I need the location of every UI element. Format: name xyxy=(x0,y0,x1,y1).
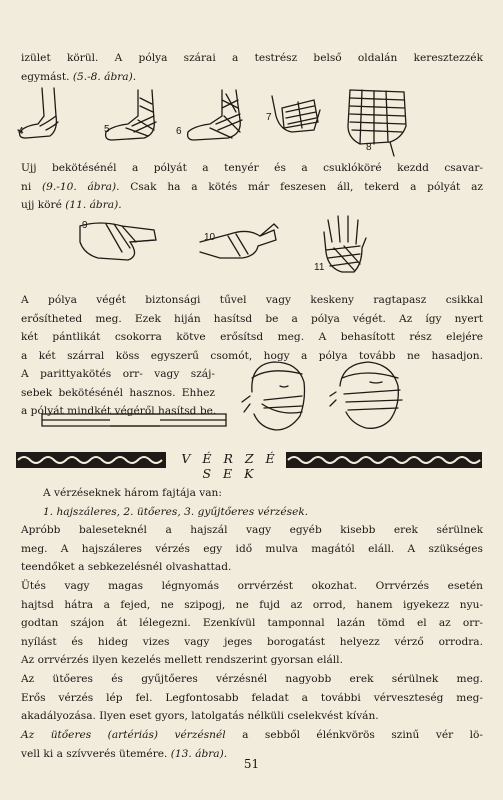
illustration-foot-5 xyxy=(106,90,156,140)
text-line: erősítheted meg. Ezek hiján hasítsd be a pólya végét. Az így nyert xyxy=(21,312,483,325)
text-line: Ujj bekötésénél a pólyát a tenyér és a csuklóköré kezdd csavar- xyxy=(21,162,483,174)
figure-label: 5 xyxy=(104,124,110,135)
illustration-leg-8 xyxy=(348,90,406,156)
section-heading xyxy=(14,449,484,481)
text-line: Az ütőeres és gyűjtőeres vérzésnél nagyobb erek sérülnek meg. xyxy=(21,673,483,685)
figure-head-sling-bandage xyxy=(240,356,410,434)
figure-label: 11 xyxy=(314,262,325,273)
paragraph-nosebleed xyxy=(21,577,483,670)
paragraph-knee-bandage xyxy=(21,49,483,86)
illustration-hand-9 xyxy=(80,223,156,260)
text-line: Apróbb baleseteknél a hajszál vagy egyéb kisebb erek sérülnek xyxy=(21,524,483,536)
figure-reference: (11. ábra). xyxy=(65,199,122,212)
text-line: ujj köré (11. ábra). xyxy=(21,199,122,212)
text-line: nyílást és hideg vizes vagy jeges borogatást helyezz vérző orrodra. xyxy=(21,635,483,648)
figure-label: 6 xyxy=(176,126,182,137)
text-line: meg. A hajszáleres vérzés egy idő mulva magától eláll. A szükséges xyxy=(21,542,483,555)
text-line: hajtsd hátra a fejed, ne szipogj, ne fujd az orrod, hanem igyekezz nyu- xyxy=(21,598,483,611)
text-line: Az ütőeres (artériás) vérzésnél a sebből élénkvörös szinű vér lö- xyxy=(21,729,483,741)
section-title: V É R Z É S E K xyxy=(181,451,279,481)
ornament-right xyxy=(286,452,482,468)
page-number: 51 xyxy=(243,757,260,771)
illustration-hand-11 xyxy=(324,216,366,272)
text-line: sebek bekötésénél hasznos. Ehhez xyxy=(21,386,215,399)
paragraph-capillary-bleeding xyxy=(21,521,483,577)
illustration-knee-7 xyxy=(272,96,320,132)
text-line: Az orrvérzés ilyen kezelés mellett rendszerint gyorsan eláll. xyxy=(21,654,343,667)
text-line: izület körül. A pólya szárai a testrész belső oldalán keresztezzék xyxy=(21,52,483,64)
ornament-left xyxy=(16,452,166,468)
figure-reference: (5.-8. ábra). xyxy=(72,70,137,83)
illustration-foot-4 xyxy=(18,88,58,138)
illustration-head-profile xyxy=(330,362,402,428)
figure-label: 10 xyxy=(204,232,216,243)
figure-hand-bandaging-9-11 xyxy=(70,212,410,282)
figure-label: 9 xyxy=(82,220,88,231)
text-line: a két szárral köss egyszerű csomót, hogy a pólya tovább ne hasadjon. xyxy=(21,349,483,362)
text-line: 1. hajszáleres, 2. ütőeres, 3. gyűjtőeres vérzések. xyxy=(43,505,309,518)
paragraph-securing-bandage xyxy=(21,291,483,365)
text-line: Erős vérzés lép fel. Legfontosabb feladat a további vérveszteség meg- xyxy=(21,691,483,704)
text-line: vell ki a szívverés ütemére. (13. ábra). xyxy=(21,747,228,760)
figure-foot-bandaging-4-8 xyxy=(14,86,484,161)
figure-label: 8 xyxy=(366,142,372,153)
figure-label: 7 xyxy=(266,112,272,123)
text-line: godtan szájon át lélegezni. Ezenkívül tamponnal lazán tömd el az orr- xyxy=(21,617,483,630)
paragraph-finger-bandage xyxy=(21,159,483,215)
figure-reference: (9.-10. ábra). xyxy=(42,180,120,193)
text-line: egymást. (5.-8. ábra). xyxy=(21,70,137,83)
paragraph-arterial-venous xyxy=(21,670,483,726)
figure-label: 4 xyxy=(18,126,24,137)
text-line: Ütés vagy magas légnyomás orrvérzést okozhat. Orrvérzés esetén xyxy=(21,580,483,592)
figure-reference: (13. ábra). xyxy=(170,747,228,760)
text-line: teendőket a sebkezelésnél olvashattad. xyxy=(21,561,232,574)
text-line: a pólyát mindkét végéről hasítsd be. xyxy=(21,405,217,418)
illustration-head-front xyxy=(242,362,305,430)
paragraph-bleeding-types xyxy=(21,484,483,521)
illustration-foot-6 xyxy=(188,90,242,140)
text-line: A parittyakötés orr- vagy száj- xyxy=(21,368,215,380)
illustration-split-bandage xyxy=(40,410,228,430)
text-line: ni (9.-10. ábra). Csak ha a kötés már feszesen áll, tekerd a pólyát az xyxy=(21,180,483,193)
text-line: A vérzéseknek három fajtája van: xyxy=(43,487,222,499)
text-line: két pántlikát csokorra kötve erősítsd meg. A behasított rész elejére xyxy=(21,331,483,344)
text-line: A pólya végét biztonsági tűvel vagy keskeny ragtapasz csikkal xyxy=(21,294,483,306)
text-line: akadályozása. Ilyen eset gyors, latolgatás nélküli cselekvést kíván. xyxy=(21,710,379,723)
